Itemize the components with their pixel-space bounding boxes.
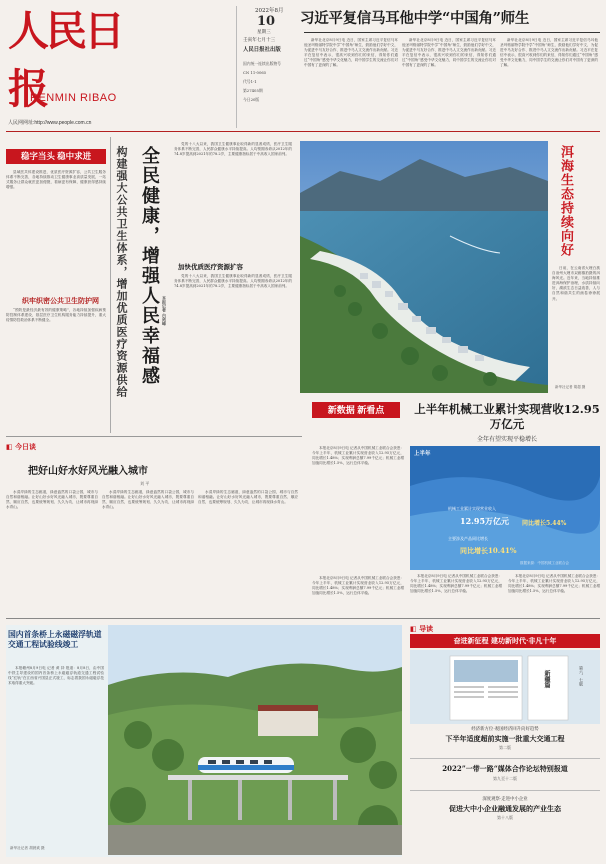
lead-article-col1: 新华社北京8月9日电 近日，国家主席习近平复信马耳他圣玛格丽特学院中学“中国角”师生，鼓励他们学好中文，为促进中马友好合作、推进中马人文交流作出新贡献。习近平在复信中表示，很高兴收到你们的来信，得知你们通过“中国角”感受中华文化魅力，同中国学生的交流让你们对中国有了更深的了解。 (304, 38, 398, 68)
date-box (236, 6, 301, 128)
masthead-pinyin: RENMIN RIBAO (30, 92, 117, 104)
machinery-body-col1b: 本报北京8月9日电 记者从中国机械工业联合会获悉：今年上半年，机械工业累计实现营业收入12.95万亿元，同比增长1.48%；实现利润总额7.99千亿元；机械工业增加值同比增长1.5%，运行总体平稳。 (312, 576, 404, 596)
index-item[interactable] (410, 796, 600, 821)
infographic-item1-label: 机械工业累计实现营业收入 (448, 506, 496, 511)
feature-subhead: 加快优质医疗资源扩容 (178, 263, 243, 271)
index-item-title: 2022”一带一路“媒体合作论坛特别报道 (442, 764, 568, 773)
index-tag: ◧ 导读 (410, 624, 434, 633)
new-data-banner: 新数据 新看点 (312, 402, 400, 418)
machinery-infographic (410, 446, 600, 570)
index-item-page: 第二版 (499, 745, 511, 750)
photo-credit: 新华社记者 胡超 摄 (555, 385, 586, 389)
code-line: 国内统一连续出版物号 (243, 61, 281, 66)
code-line: 代号1-1 (243, 79, 257, 84)
top-body-text: 县域医共体建设推进，优质医疗资源扩容，公共卫生服务体系不断完善，各地持续推动卫生健康事业高质量发展，一站式服务让群众就医更加便捷，看病更有保障，健康获得感持续增强。 (6, 170, 106, 190)
publication-codes (237, 59, 301, 104)
infographic-item2-growth: 同比增长10.41% (460, 546, 517, 555)
feature-body-col2: 党的十八大以来，我国卫生健康事业取得新的显著成绩，医疗卫生服务体系不断完善，人民群众健康水平持续提高。人均预期寿命从2012年的74.8岁提高到2021年的78.2岁，主要健康指标居于中高收入国家前列。 (174, 274, 292, 289)
photo-caption-body: 日前，在云南省大理白族自治州大理市双廊镇拍摄的洱海风光。近年来，当地持续推进洱海保护治理，水质持续向好，湖滨生态日益改善，人与自然和谐共生的画卷徐徐展开。 (552, 266, 600, 301)
index-panel-label: 新疆篇 (543, 670, 550, 688)
lead-headline[interactable]: 习近平复信马耳他中学“中国角”师生 (300, 10, 530, 27)
left-body-text: “预防是最经济最有效的健康策略”，各地持续加强疾病预防控制体系建设，基层医疗卫生机构服务能力持续提升，重大疫情防控救治体系不断健全。 (6, 308, 106, 323)
machinery-subhead: 全年有望实现平稳增长 (476, 436, 537, 443)
lunar-date: 壬寅年七月十三 (243, 38, 276, 43)
infographic-item1-growth: 同比增长5.44% (522, 520, 567, 527)
machinery-body-col3: 本报北京8月9日电 记者从中国机械工业联合会获悉：今年上半年，机械工业累计实现营业收入12.95万亿元，同比增长1.48%；实现利润总额7.99千亿元；机械工业增加值同比增长1.5%，运行总体平稳。 (508, 574, 600, 594)
railway-photo-credit: 新华社记者 胡晨欢 摄 (10, 846, 45, 850)
feature-body-col1: 党的十八大以来，我国卫生健康事业取得新的显著成绩，医疗卫生服务体系不断完善，人民群众健康水平持续提高。人均预期寿命从2012年的74.8岁提高到2021年的78.2岁，主要健康指标居于中高收入国家前列。 (174, 142, 292, 157)
maglev-train-image (108, 625, 402, 855)
year-month: 2022年8月 (255, 8, 284, 14)
today-tag: ◧ 今日谈 (6, 442, 37, 451)
weekday: 星期三 (257, 30, 271, 35)
index-item-page: 第九至十二版 (493, 776, 517, 781)
feature-byline: 本报记者 白剑峰 (162, 296, 167, 326)
lead-article-col3: 新华社北京8月9日电 近日，国家主席习近平复信马耳他圣玛格丽特学院中学“中国角”师生，鼓励他们学好中文，为促进中马友好合作、推进中马人文交流作出新贡献。习近平在复信中表示，很高兴收到你们的来信，得知你们通过“中国角”感受中华文化魅力，同中国学生的交流让你们对中国有了更深的了解。 (500, 38, 598, 68)
website-url[interactable]: 人民网网址:http://www.people.com.cn (8, 120, 92, 126)
index-item-kicker: 深度观察·走进中小企业 (482, 797, 528, 802)
publisher-note: 人民日报社出版 (243, 47, 281, 53)
index-item[interactable] (410, 764, 600, 782)
machinery-body-col2: 本报北京8月9日电 记者从中国机械工业联合会获悉：今年上半年，机械工业累计实现营业收入12.95万亿元，同比增长1.48%；实现利润总额7.99千亿元；机械工业增加值同比增长1.5%，运行总体平稳。 (410, 574, 502, 594)
machinery-body-col1: 本报北京8月9日电 记者从中国机械工业联合会获悉：今年上半年，机械工业累计实现营业收入12.95万亿元，同比增长1.48%；实现利润总额7.99千亿元；机械工业增加值同比增长1.5%，运行总体平稳。 (312, 446, 404, 466)
index-item-title: 促进大中小企业融通发展的产业生态 (449, 804, 561, 813)
day-number: 10 (257, 14, 276, 29)
index-item[interactable] (410, 726, 600, 751)
index-item-page: 第十八版 (497, 815, 513, 820)
infographic-credit: 数据来源：中国机械工业联合会 (520, 561, 569, 565)
index-banner[interactable]: 奋进新征程 建功新时代·非凡十年 (410, 634, 600, 648)
feature-title-vertical[interactable]: 全民健康，增强人民幸福感 (139, 146, 160, 386)
railway-body: 本报赣州8月9日电 记者 黄 持 报道：8月8日，由中国中铁主导建设的国内首条桥上永磁磁浮轨道交通工程试验线“红轨”在江西省兴国县正式竣工，标志着我国永磁磁浮技术取得重大突破。 (8, 666, 104, 686)
infographic-item2-label: 主要涉及产品同比增长 (448, 536, 488, 541)
today-body-col2: 水清岸绿的生态廊道，绿意盎然的口袋公园，城市与自然和谐相融。让好山好水好风光融入城市，既要尊重自然、顺应自然，也要统筹规划、久久为功，让城市再现绿水青山。 (102, 490, 194, 510)
railway-photo (108, 625, 402, 855)
code-line: 今日20版 (243, 97, 260, 102)
today-body-col3: 水清岸绿的生态廊道，绿意盎然的口袋公园，城市与自然和谐相融。让好山好水好风光融入城市，既要尊重自然、顺应自然，也要统筹规划、久久为功，让城市再现绿水青山。 (198, 490, 298, 505)
index-item-title: 下半年适度超前实施一批重大交通工程 (445, 734, 565, 743)
index-newspaper-thumbnail (410, 650, 600, 724)
machinery-headline[interactable]: 上半年机械工业累计实现营收12.95万亿元 (414, 402, 600, 431)
index-feature-panel[interactable] (410, 650, 600, 724)
today-headline[interactable]: 把好山好水好风光融入城市 (28, 466, 148, 477)
code-line: CN 11-0065 (243, 70, 267, 75)
feature-subtitle-vertical: 构建强大公共卫生体系，增加优质医疗资源供给 (115, 146, 128, 398)
index-item-kicker: 经济新方位·观国经济回升向好趋势 (471, 727, 539, 732)
today-icon: ◧ (6, 442, 13, 451)
today-body-col1: 水清岸绿的生态廊道，绿意盎然的口袋公园，城市与自然和谐相融。让好山好水好风光融入城市，既要尊重自然、顺应自然，也要统筹规划、久久为功，让城市再现绿水青山。 (6, 490, 98, 510)
erhai-photo (300, 141, 548, 393)
code-line: 第27405期 (243, 88, 263, 93)
today-author: 刘 平 (140, 481, 150, 486)
index-panel-page: 第六、七版 (579, 666, 584, 686)
erhai-landscape-image (300, 141, 548, 393)
photo-caption-title: 洱海生态持续向好 (558, 145, 573, 257)
infographic-item1-value: 12.95万亿元 (460, 516, 510, 526)
infographic-header: 上半年 (414, 451, 431, 457)
railway-headline[interactable]: 国内首条桥上永磁磁浮轨道交通工程试验线竣工 (8, 630, 102, 649)
lead-article-col2: 新华社北京8月9日电 近日，国家主席习近平复信马耳他圣玛格丽特学院中学“中国角”师生，鼓励他们学好中文，为促进中马友好合作、推进中马人文交流作出新贡献。习近平在复信中表示，很高兴收到你们的来信，得知你们通过“中国角”感受中华文化魅力，同中国学生的交流让你们对中国有了更深的了解。 (402, 38, 496, 68)
masthead-title: 人民日报 (8, 7, 122, 113)
section-heading: 织牢织密公共卫生防护网 (22, 296, 99, 305)
index-icon: ◧ (410, 624, 417, 633)
top-banner: 稳字当头 稳中求进 (6, 149, 106, 164)
